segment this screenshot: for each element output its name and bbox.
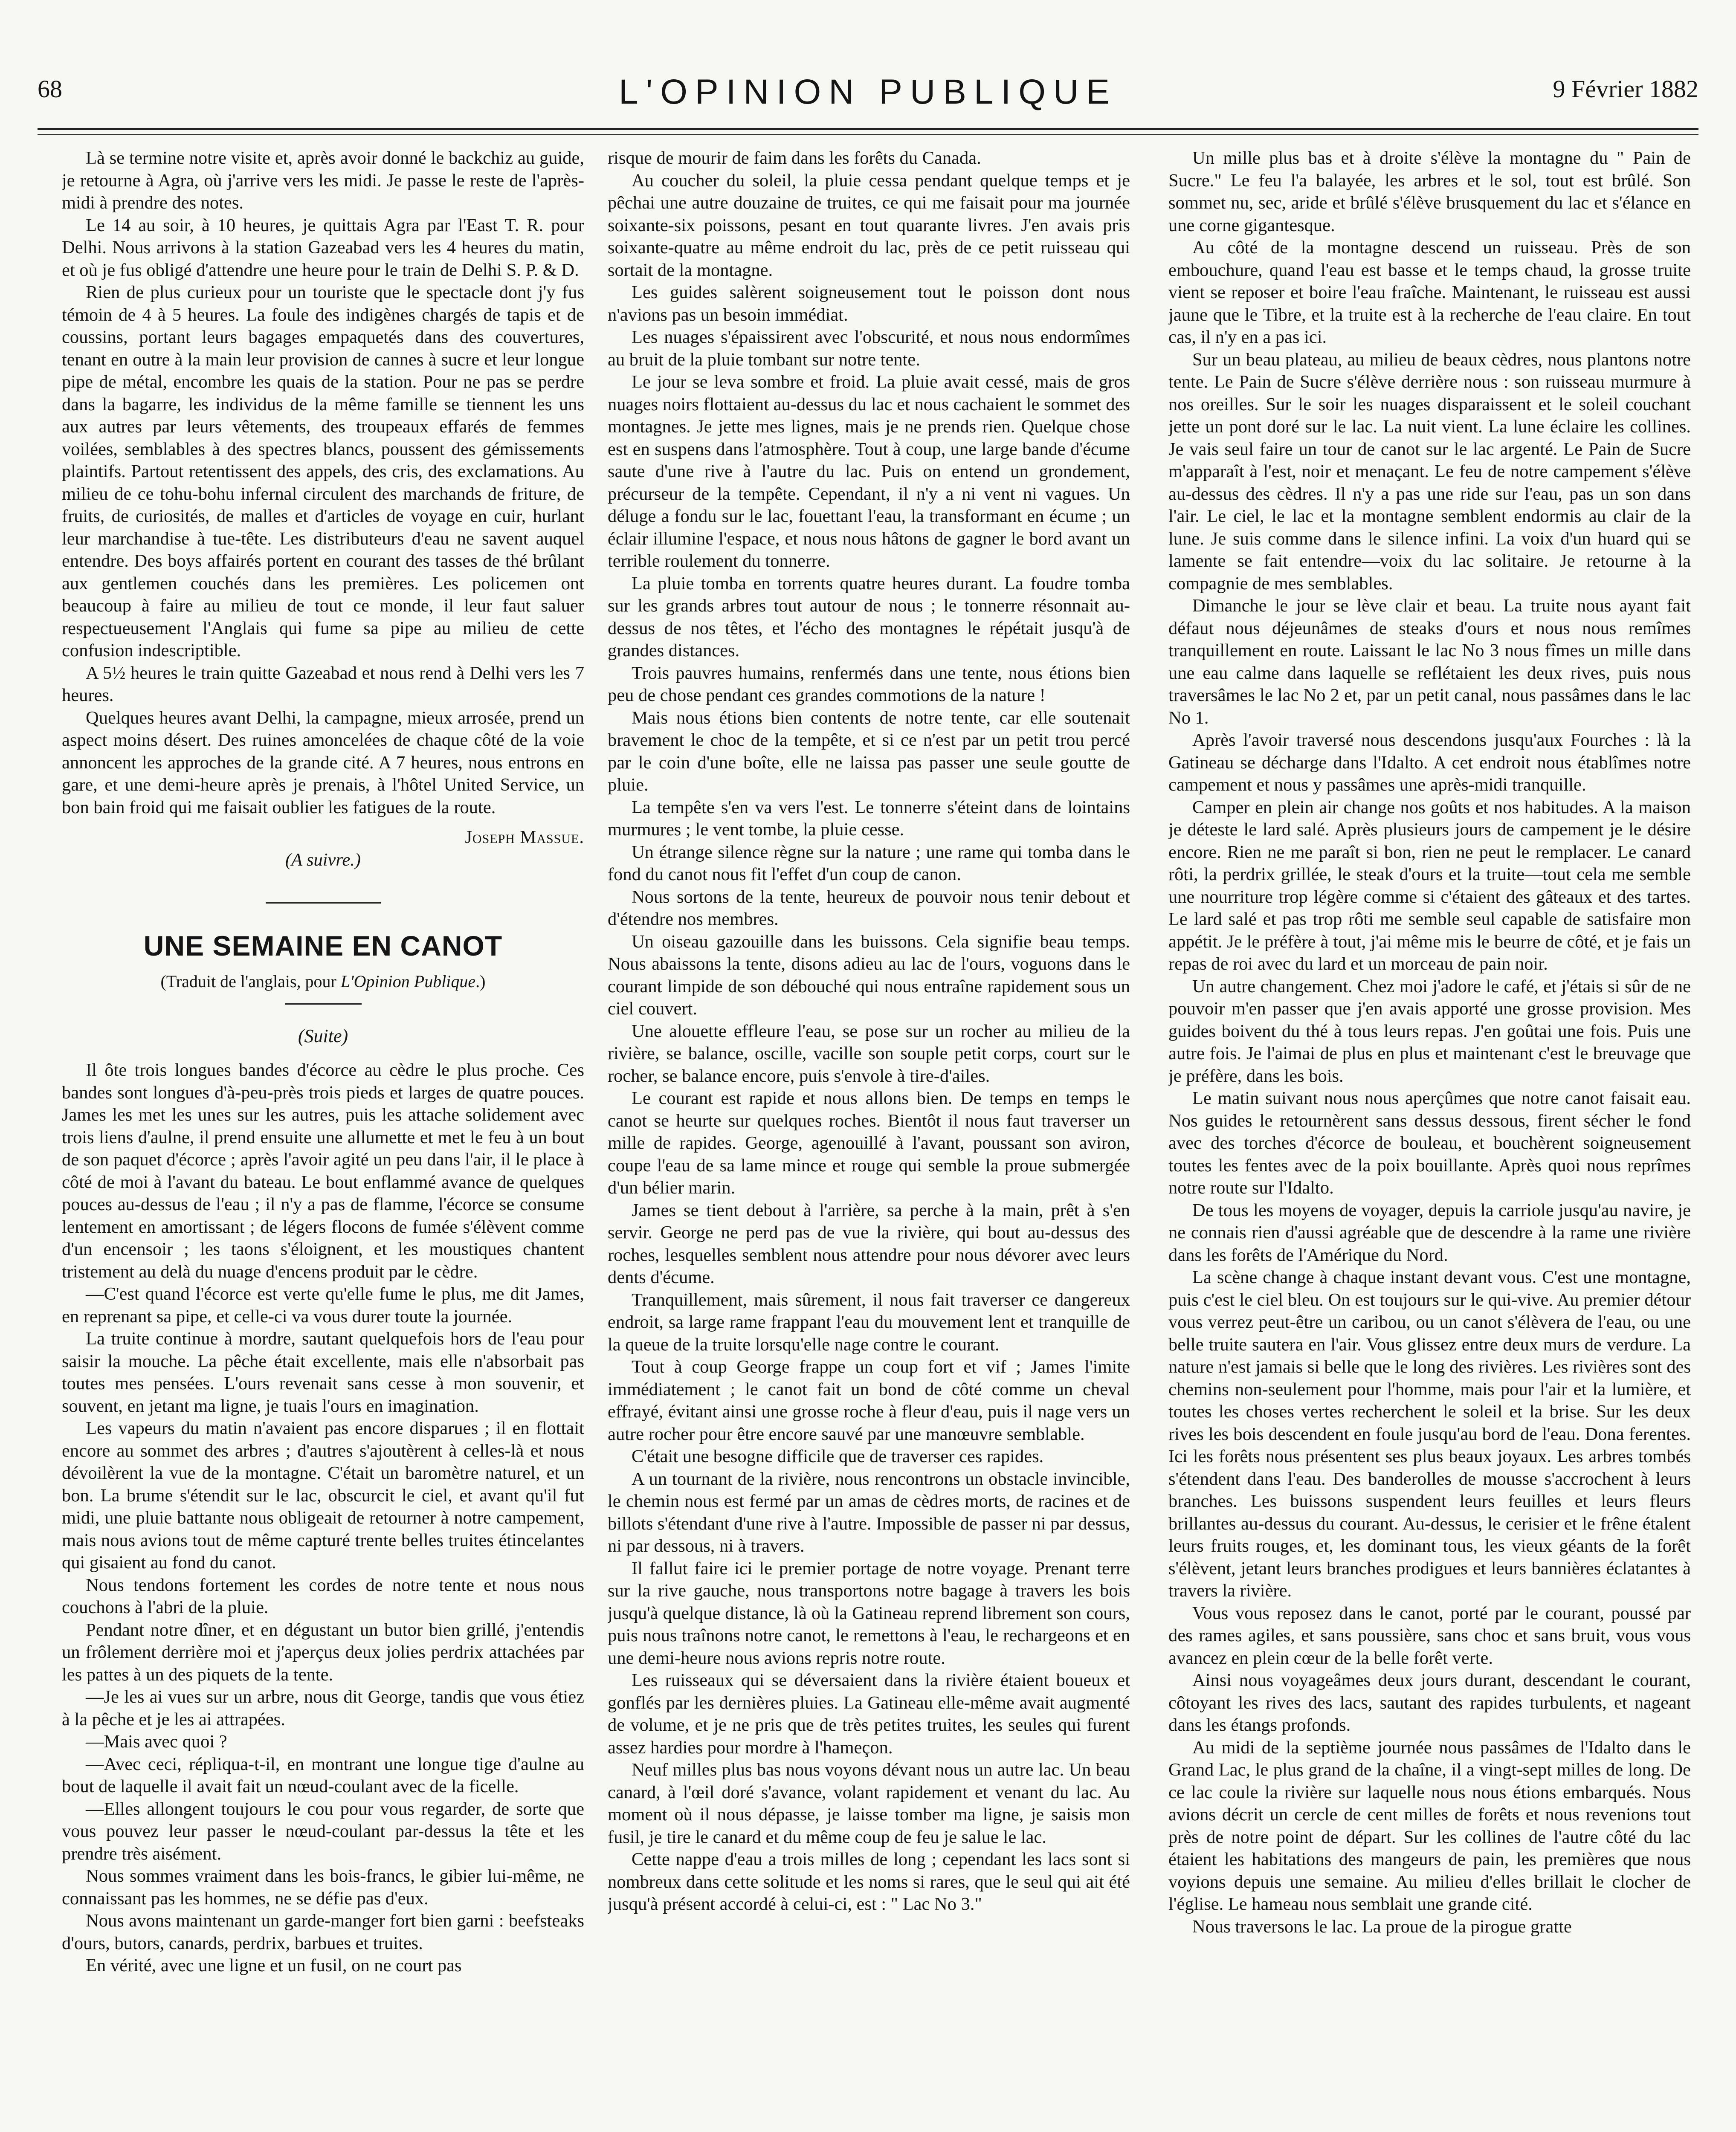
paragraph: Trois pauvres humains, renfermés dans une tente, nous étions bien peu de chose pendant ces grandes commotions de la nature !: [608, 663, 1130, 705]
paragraph: —Mais avec quoi ?: [86, 1732, 227, 1752]
paragraph: Là se termine notre visite et, après avoir donné le backchiz au guide, je retourne à Agra, où j'arrive vers les midi. Je passe le reste de l'après-midi à prendre des notes.: [62, 148, 584, 213]
author-signature: Joseph Massue.: [465, 827, 584, 847]
paragraph: Tranquillement, mais sûrement, il nous fait traverser ce dangereux endroit, sa large rame frappant l'eau du mouvement lent et tranquille de la queue de la truite lorsqu'elle nage contre le courant.: [608, 1289, 1130, 1355]
paragraph: Nous avons maintenant un garde-manger fort bien garni : beefsteaks d'ours, butors, canards, perdrix, barbues et truites.: [62, 1911, 584, 1953]
column-3: [1168, 147, 1691, 2132]
paragraph: Le matin suivant nous nous aperçûmes que notre canot faisait eau. Nos guides le retournèrent sans dessus dessous, firent sécher le fond avec des torches d'écorce de bouleau, et bouchèrent soigneusement toutes les fentes avec de la poix bouillante. Après quoi nous reprîmes notre route sur l'Idalto.: [1168, 1088, 1691, 1198]
paragraph: Pendant notre dîner, et en dégustant un butor bien grillé, j'entendis un frôlement derrière moi et j'aperçus deux jolies perdrix attachées par les pattes à un des piquets de la tente.: [62, 1619, 584, 1685]
column-2: [608, 147, 1130, 2132]
paragraph: risque de mourir de faim dans les forêts du Canada.: [608, 148, 981, 168]
paragraph: La scène change à chaque instant devant vous. C'est une montagne, puis c'est le ciel bleu. On est toujours sur le qui-vive. Au premier détour vous verrez peut-être un caribou, ou un canot s'élèvera de l'eau, ou une belle truite sautera en l'air. Vous glissez entre deux murs de verdure. La nature n'est jamais si belle que le long des rivières. Les rivières sont des chemins non-seulement pour l'homme, mais pour l'air et la lumière, et toutes les choses vertes recherchent le soleil et la brise. Sur les deux rives les bois descendent en foule jusqu'au bord de l'eau. Dona ferentes. Ici les forêts nous présentent ses plus beaux joyaux. Les arbres tombés s'étendent dans l'eau. Des banderolles de mousse s'accrochent à leurs branches. Les buissons suspendent leurs feuilles et leurs fleurs brillantes au-dessus du courant. Au-dessus, le cerisier et le frêne étalent leurs fruits rouges, et, les dominant tous, les vieux géants de la forêt s'élèvent, jetant leurs branches prodigues et leurs bannières éclatantes à travers la rivière.: [1168, 1267, 1691, 1601]
paragraph: Vous vous reposez dans le canot, porté par le courant, poussé par des rames agiles, et sans poussière, sans choc et sans bruit, vous vous avancez en plein cœur de la belle forêt verte.: [1168, 1603, 1691, 1668]
paragraph: Au midi de la septième journée nous passâmes de l'Idalto dans le Grand Lac, le plus grand de la chaîne, il a vingt-sept milles de long. De ce lac coule la rivière sur laquelle nous nous étions embarqués. Nous avions décrit un cercle de cent milles de forêts et nous revenions tout près de notre point de départ. Sur les collines de l'autre côté du lac étaient les habitations des mangeurs de pain, les premières que nous voyions depuis une semaine. Au milieu d'elles brillait le clocher de l'église. Le hameau nous semblait une grande cité.: [1168, 1737, 1691, 1914]
paragraph: James se tient debout à l'arrière, sa perche à la main, prêt à s'en servir. George ne perd pas de vue la rivière, qui bout au-dessus des roches, lesquelles semblent nous attendre pour nous dévorer avec leurs dents d'écume.: [608, 1200, 1130, 1287]
paragraph: Mais nous étions bien contents de notre tente, car elle soutenait bravement le choc de la tempête, et si ce n'est par un petit trou percé par le coin d'une boîte, elle ne laissa pas passer une seule goutte de pluie.: [608, 707, 1130, 795]
paragraph: —Avec ceci, répliqua-t-il, en montrant une longue tige d'aulne au bout de laquelle il avait fait un nœud-coulant avec de la ficelle.: [62, 1754, 584, 1796]
header-rule-thin: [38, 134, 1698, 135]
credit-source: L'Opinion Publique: [340, 972, 476, 991]
credit-suffix: .): [475, 972, 486, 991]
paragraph: Les guides salèrent soigneusement tout le poisson dont nous n'avions pas un besoin immédiat.: [608, 282, 1130, 325]
header-rule: [38, 128, 1698, 130]
paragraph: Camper en plein air change nos goûts et nos habitudes. A la maison je déteste le lard salé. Après plusieurs jours de campement je le désire encore. Rien ne me paraît si bon, rien ne peut le remplacer. Le canard rôti, la perdrix grillée, le steak d'ours et la truite—tout cela me semble une nourriture trop légère comme si c'étaient des gâteaux et des tartes. Le lard salé et pas trop rôti me semble seul capable de satisfaire mon appétit. Je le préfère à tout, j'ai même mis le beurre de côté, et je fais un repas de roi avec du lard et un morceau de pain noir.: [1168, 797, 1691, 974]
paragraph: Rien de plus curieux pour un touriste que le spectacle dont j'y fus témoin de 4 à 5 heures. La foule des indigènes chargés de tapis et de coussins, portant leurs bagages empaquetés dans des couvertures, tenant en outre à la main leur provision de cannes à sucre et leur longue pipe de métal, encombre les quais de la station. Pour ne pas se perdre dans la bagarre, les individus de la même famille se tiennent les uns aux autres par leurs vêtements, des troupeaux effarés de femmes voilées, semblables à des spectres blancs, poussent des gémissements plaintifs. Partout retentissent des appels, des cris, des exclamations. Au milieu de ce tohu-bohu infernal circulent des marchands de friture, de fruits, de curiosités, de malles et d'articles de voyage en cuir, hurlant leur marchandise à tue-tête. Les distributeurs d'eau ne savent auquel entendre. Des boys affairés portent en courant des tasses de thé brûlant aux gentlemen couchés dans les premières. Les policemen ont beaucoup à faire au milieu de tout ce monde, il leur faut saluer respectueusement l'Anglais qui fume sa pipe au milieu de cette confusion indescriptible.: [62, 282, 584, 660]
paragraph: C'était une besogne difficile que de traverser ces rapides.: [632, 1446, 1044, 1466]
paragraph: Tout à coup George frappe un coup fort et vif ; James l'imite immédiatement ; le canot fait un bond de côté comme un cheval effrayé, évitant ainsi une grosse roche à fleur d'eau, puis il nage vers un autre rocher pour être encore sauvé par une manœuvre semblable.: [608, 1357, 1130, 1444]
journal-title: L'OPINION PUBLIQUE: [619, 72, 1117, 111]
paragraph: Les ruisseaux qui se déversaient dans la rivière étaient boueux et gonflés par les dernières pluies. La Gatineau elle-même avait augmenté de volume, et je ne pris que de très petites truites, les seules qui furent assez hardies pour mordre à l'hameçon.: [608, 1670, 1130, 1758]
article-title: UNE SEMAINE EN CANOT: [143, 930, 503, 962]
paragraph: Un oiseau gazouille dans les buissons. Cela signifie beau temps. Nous abaissons la tente, disons adieu au lac de l'ours, voguons dans le courant limpide de son débouché qui nous entraîne rapidement sous un ciel couvert.: [608, 931, 1130, 1019]
credit-prefix: (Traduit de l'anglais, pour: [160, 972, 341, 991]
paragraph: Il fallut faire ici le premier portage de notre voyage. Prenant terre sur la rive gauche, nous transportons notre bagage à travers les bois jusqu'à quelque distance, là où la Gatineau reprend librement son cours, puis nous traînons notre canot, le remettons à l'eau, le rechargeons et en une demi-heure nous avions repris notre route.: [608, 1558, 1130, 1668]
paragraph: Une alouette effleure l'eau, se pose sur un rocher au milieu de la rivière, se balance, oscille, vacille son souple petit corps, court sur le rocher, se balance encore, puis s'envole à tire-d'ailes.: [608, 1021, 1130, 1086]
paragraph: Nous sortons de la tente, heureux de pouvoir nous tenir debout et d'étendre nos membres.: [608, 886, 1130, 929]
paragraph: Le jour se leva sombre et froid. La pluie avait cessé, mais de gros nuages noirs flottaient au-dessus du lac et nous cachaient le sommet des montagnes. Je jette mes lignes, mais je ne prends rien. Quelque chose est en suspens dans l'atmosphère. Tout à coup, une large bande d'écume saute d'une rive à l'autre du lac. Puis on entend un grondement, précurseur de la tempête. Cependant, il n'y a ni vent ni vagues. Un déluge a fondu sur le lac, fouettant l'eau, la transformant en écume ; un éclair illumine l'espace, et nous nous hâtons de gagner le bord avant un terrible roulement du tonnerre.: [608, 372, 1130, 571]
article-credit: [62, 971, 584, 992]
paragraph: A 5½ heures le train quitte Gazeabad et nous rend à Delhi vers les 7 heures.: [62, 663, 584, 705]
story-body: [62, 1059, 584, 1977]
paragraph: Nous sommes vraiment dans les bois-francs, le gibier lui-même, ne connaissant pas les hommes, ne se défie pas d'eux.: [62, 1866, 584, 1909]
paragraph: Un étrange silence règne sur la nature ; une rame qui tomba dans le fond du canot nous fit l'effet d'un coup de canon.: [608, 842, 1130, 884]
installment-label: (Suite): [298, 1025, 348, 1046]
paragraph: Un mille plus bas et à droite s'élève la montagne du " Pain de Sucre." Le feu l'a balayée, les arbres et le sol, tout est brûlé. Son sommet nu, sec, aride et brûlé s'élève brusquement du lac et s'élance en une corne gigantesque.: [1168, 148, 1691, 235]
title-separator: [285, 1003, 362, 1005]
page-number: 68: [38, 75, 62, 103]
paragraph: Sur un beau plateau, au milieu de beaux cèdres, nous plantons notre tente. Le Pain de Sucre s'élève derrière nous : son ruisseau murmure à nos oreilles. Sur le soir les nuages disparaissent et le soleil couchant jette un pont doré sur le lac. La nuit vient. La lune éclaire les collines. Je vais seul faire un tour de canot sur le lac argenté. Le Pain de Sucre m'apparaît à l'est, noir et menaçant. Le feu de notre campement s'élève au-dessus des cèdres. Il n'y a pas une ride sur l'eau, pas un son dans l'air. Le ciel, le lac et la montagne semblent endormis au clair de la lune. Je suis comme dans le silence infini. La voix d'un huard qui se lamente se fait entendre—voix du lac solitaire. Je retourne à la compagnie de mes semblables.: [1168, 349, 1691, 594]
paragraph: Cette nappe d'eau a trois milles de long ; cependant les lacs sont si nombreux dans cette solitude et les noms si rares, que le seul qui ait été jusqu'à présent accordé à celui-ci, est : " Lac No 3.": [608, 1849, 1130, 1914]
column-1: [62, 147, 584, 2132]
paragraph: Après l'avoir traversé nous descendons jusqu'aux Fourches : là la Gatineau se décharge dans l'Idalto. A cet endroit nous établîmes notre campement et nous y passâmes une après-midi tranquille.: [1168, 730, 1691, 795]
paragraph: La truite continue à mordre, sautant quelquefois hors de l'eau pour saisir la mouche. La pêche était excellente, mais elle n'absorbait pas toutes mes pensées. L'ours revenait sans cesse à mon souvenir, et souvent, en jetant ma ligne, je tuais l'ours en imagination.: [62, 1329, 584, 1416]
article-separator: [266, 902, 381, 904]
paragraph: —Je les ai vues sur un arbre, nous dit George, tandis que vous étiez à la pêche et je les ai attrapées.: [62, 1687, 584, 1729]
paragraph: Dimanche le jour se lève clair et beau. La truite nous ayant fait défaut nous déjeunâmes de steaks d'ours et nous nous remîmes tranquillement en route. Laissant le lac No 3 nous fîmes un mille dans une eau calme dans laquelle se reflétaient les deux rives, puis nous traversâmes le lac No 2 et, par un petit canal, nous passâmes dans le lac No 1.: [1168, 596, 1691, 728]
paragraph: Ainsi nous voyageâmes deux jours durant, descendant le courant, côtoyant les rives des lacs, sautant des rapides turbulents, et nageant dans les étangs profonds.: [1168, 1670, 1691, 1735]
paragraph: Le courant est rapide et nous allons bien. De temps en temps le canot se heurte sur quelques roches. Bientôt il nous faut traverser un mille de rapides. George, agenouillé à l'avant, poussant son aviron, coupe l'eau de sa lame mince et rouge qui semble la proue submergée d'un bélier marin.: [608, 1088, 1130, 1198]
paragraph: En vérité, avec une ligne et un fusil, on ne court pas: [86, 1955, 462, 1976]
paragraph: Neuf milles plus bas nous voyons dévant nous un autre lac. Un beau canard, à l'œil doré s'avance, volant rapidement et venant du lac. Au moment où il nous dépasse, je laisse tomber ma ligne, je saisis mon fusil, je tire le canard et du même coup de feu je salue le lac.: [608, 1760, 1130, 1847]
travel-article-body: [62, 147, 584, 819]
paragraph: Au coucher du soleil, la pluie cessa pendant quelque temps et je pêchai une autre douzaine de truites, ce qui me faisait pour ma journée soixante-six poissons, pesant en tout quarante livres. J'en avais pris soixante-quatre au même endroit du lac, près de ce petit ruisseau qui sortait de la montagne.: [608, 170, 1130, 280]
paragraph: —C'est quand l'écorce est verte qu'elle fume le plus, me dit James, en reprenant sa pipe, et celle-ci va vous durer toute la journée.: [62, 1284, 584, 1327]
paragraph: Un autre changement. Chez moi j'adore le café, et j'étais si sûr de ne pouvoir m'en passer que j'en avais apporté une grosse provision. Mes guides boivent du thé à tous leurs repas. J'en goûtai une fois. Puis une autre fois. Je l'aimai de plus en plus et maintenant c'est le breuvage que je préfère, dans les bois.: [1168, 976, 1691, 1086]
paragraph: Quelques heures avant Delhi, la campagne, mieux arrosée, prend un aspect moins désert. Des ruines amoncelées de chaque côté de la voie annoncent les approches de la grande cité. A 7 heures, nous entrons en gare, et une demi-heure après je prenais, à l'hôtel United Service, un bon bain froid qui me faisait oublier les fatigues de la route.: [62, 707, 584, 817]
to-be-continued: (A suivre.): [285, 849, 361, 870]
paragraph: —Elles allongent toujours le cou pour vous regarder, de sorte que vous pouvez leur passer le nœud-coulant par-dessus la tête et les prendre très aisément.: [62, 1799, 584, 1864]
paragraph: La tempête s'en va vers l'est. Le tonnerre s'éteint dans de lointains murmures ; le vent tombe, la pluie cesse.: [608, 797, 1130, 840]
paragraph: Au côté de la montagne descend un ruisseau. Près de son embouchure, quand l'eau est basse et le temps chaud, la grosse truite vient se reposer et boire l'eau fraîche. Maintenant, le ruisseau est aussi jaune que le Tibre, et la truite est à la recherche de l'eau claire. En tout cas, il n'y en a pas ici.: [1168, 238, 1691, 347]
paragraph: Il ôte trois longues bandes d'écorce au cèdre le plus proche. Ces bandes sont longues d'à-peu-près trois pieds et larges de quatre pouces. James les met les unes sur les autres, puis les attache solidement avec trois liens d'aulne, il prend ensuite une allumette et met le feu à un bout de son paquet d'écorce ; après l'avoir agité un peu dans l'air, il le place à côté de moi à l'avant du bateau. Le bout enflammé avance de quelques pouces au-dessus de l'eau ; il n'y a pas de flamme, l'écorce se consume lentement en amortissant ; de légers flocons de fumée s'élèvent comme d'un encensoir ; les taons s'éloignent, et les moustiques chantent tristement au delà du nuage d'encens produit par le cèdre.: [62, 1060, 584, 1282]
paragraph: La pluie tomba en torrents quatre heures durant. La foudre tomba sur les grands arbres tout autour de nous ; le tonnerre résonnait au-dessus de nos têtes, et l'écho des montagnes le répétait jusqu'à de grandes distances.: [608, 573, 1130, 660]
masthead: [38, 72, 1698, 130]
paragraph: A un tournant de la rivière, nous rencontrons un obstacle invincible, le chemin nous est fermé par un amas de cèdres morts, de racines et de billots s'étendant d'une rive à l'autre. Impossible de passer ni par dessus, ni par dessous, ni à travers.: [608, 1469, 1130, 1556]
paragraph: Le 14 au soir, à 10 heures, je quittais Agra par l'East T. R. pour Delhi. Nous arrivons à la station Gazeabad vers les 4 heures du matin, et où je fus obligé d'attendre une heure pour le train de Delhi S. P. & D.: [62, 215, 584, 280]
paragraph: Nous traversons le lac. La proue de la pirogue gratte: [1192, 1916, 1572, 1937]
paragraph: De tous les moyens de voyager, depuis la carriole jusqu'au navire, je ne connais rien d'aussi agréable que de descendre à la rame une rivière dans les forêts de l'Amérique du Nord.: [1168, 1200, 1691, 1265]
paragraph: Les vapeurs du matin n'avaient pas encore disparues ; il en flottait encore au sommet des arbres ; d'autres s'ajoutèrent à celles-là et nous dévoilèrent la vue de la montagne. C'était un baromètre naturel, et un bon. La brume s'étendit sur le lac, obscurcit le ciel, et avant qu'il fut midi, une pluie battante nous obligeait de retourner à notre campement, mais nous avions tout de même capturé trente belles truites étincelantes qui gisaient au fond du canot.: [62, 1418, 584, 1573]
paragraph: Nous tendons fortement les cordes de notre tente et nous nous couchons à l'abri de la pluie.: [62, 1575, 584, 1617]
paragraph: Les nuages s'épaissirent avec l'obscurité, et nous nous endormîmes au bruit de la pluie tombant sur notre tente.: [608, 327, 1130, 370]
issue-date: 9 Février 1882: [1553, 75, 1698, 103]
